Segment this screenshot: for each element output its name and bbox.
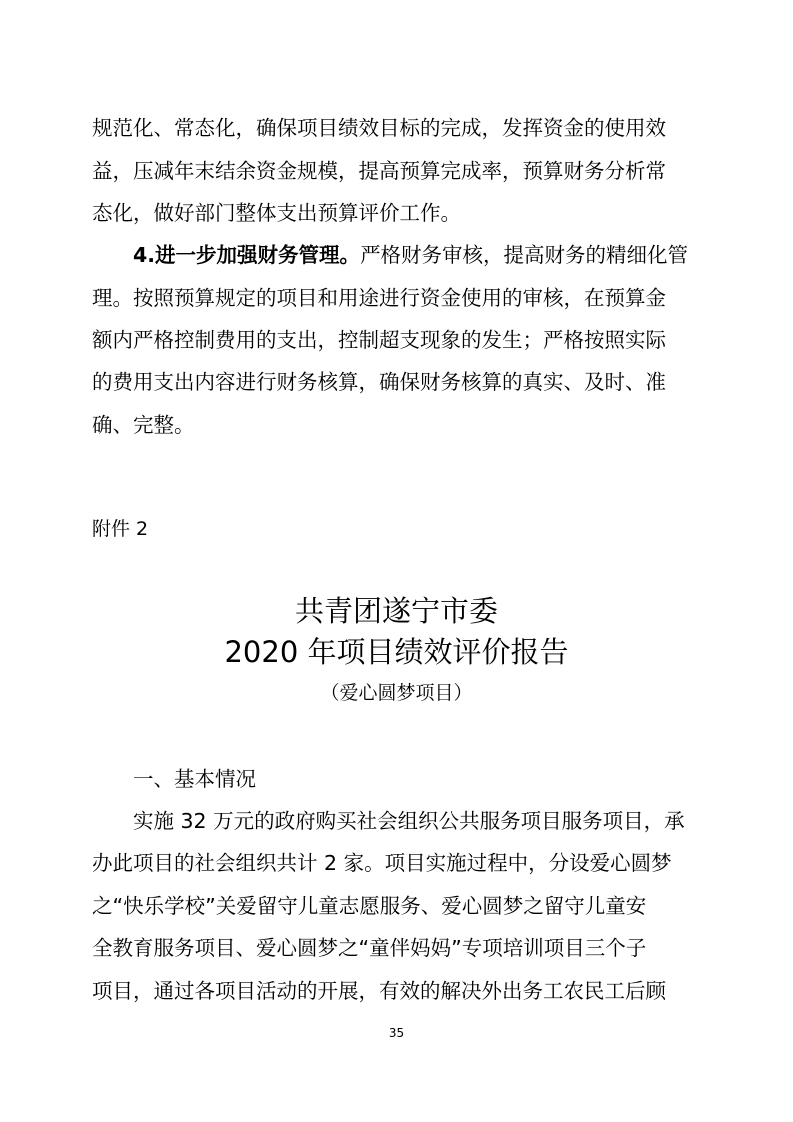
paragraph-line: 实施 32 万元的政府购买社会组织公共服务项目服务项目，承	[133, 809, 685, 833]
attachment-label: 附件 2	[92, 518, 149, 540]
paragraph-line: 办此项目的社会组织共计 2 家。项目实施过程中，分设爱心圆梦	[92, 851, 672, 875]
page-number: 35	[388, 1026, 405, 1040]
paragraph-line: 确、完整。	[92, 413, 195, 437]
paragraph-line: 益，压减年末结余资金规模，提高预算完成率，预算财务分析常	[92, 159, 666, 183]
paragraph-line: 态化，做好部门整体支出预算评价工作。	[92, 201, 461, 225]
item4-heading: 4.进一步加强财务管理。	[133, 243, 361, 267]
paragraph-line: 项目，通过各项目活动的开展，有效的解决外出务工农民工后顾	[92, 979, 666, 1003]
item4-text: 严格财务审核，提高财务的精细化管	[360, 243, 689, 267]
report-title-line1: 共青团遂宁市委	[294, 594, 498, 628]
section-heading: 一、基本情况	[133, 767, 256, 791]
paragraph-line: 规范化、常态化，确保项目绩效目标的完成，发挥资金的使用效	[92, 116, 666, 140]
item4-first-line	[133, 241, 688, 269]
report-title-line2: 2020 年项目绩效评价报告	[224, 635, 569, 669]
paragraph-line: 的费用支出内容进行财务核算，确保财务核算的真实、及时、准	[92, 370, 666, 394]
report-subtitle: （爱心圆梦项目）	[320, 682, 473, 704]
paragraph-line: 之“快乐学校”关爱留守儿童志愿服务、爱心圆梦之留守儿童安	[92, 894, 647, 918]
paragraph-line: 全教育服务项目、爱心圆梦之“童伴妈妈”专项培训项目三个子	[92, 936, 647, 960]
paragraph-line: 理。按照预算规定的项目和用途进行资金使用的审核，在预算金	[92, 286, 666, 310]
paragraph-line: 额内严格控制费用的支出，控制超支现象的发生；严格按照实际	[92, 328, 666, 352]
